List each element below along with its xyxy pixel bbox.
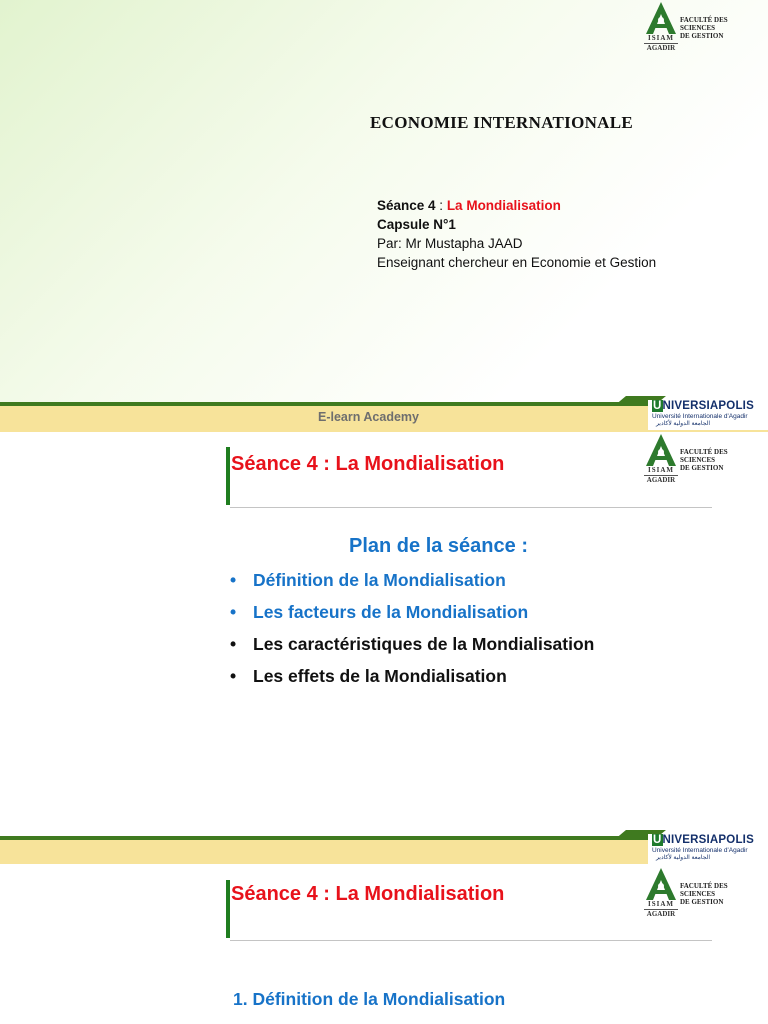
isiam-logo <box>644 2 764 54</box>
footer-academy-label: E-learn Academy <box>318 410 419 424</box>
title-slide <box>0 0 768 432</box>
session-line <box>377 196 657 215</box>
logo-faculty-line1: FACULTÉ DES SCIENCES <box>680 16 728 32</box>
isiam-logo <box>644 868 764 920</box>
section-accent-bar <box>226 880 230 938</box>
universiapolis-name <box>652 400 754 412</box>
universiapolis-subtitle: Université Internationale d'Agadir <box>652 847 748 854</box>
logo-faculty-text <box>680 448 764 472</box>
universiapolis-name-rest: NIVERSIAPOLIS <box>662 400 754 412</box>
plan-item-text: Les effets de la Mondialisation <box>253 666 507 686</box>
bullet-icon: • <box>230 634 237 654</box>
universiapolis-subtitle: Université Internationale d'Agadir <box>652 413 748 420</box>
section-accent-bar <box>226 447 230 505</box>
logo-faculty-text <box>680 882 764 906</box>
plan-item-text: Définition de la Mondialisation <box>253 570 506 590</box>
universiapolis-arabic: الجامعة الدولية لأكادير <box>656 855 711 861</box>
logo-isiam-text: ISIAM <box>647 900 674 908</box>
session-separator: : <box>435 198 447 213</box>
logo-faculty-line2: DE GESTION <box>680 464 724 472</box>
plan-title: Plan de la séance : <box>349 535 528 557</box>
plan-item <box>230 601 594 633</box>
author-name: Par: Mr Mustapha JAAD <box>377 236 523 251</box>
logo-faculty-line1: FACULTÉ DES SCIENCES <box>680 882 728 898</box>
universiapolis-logo <box>648 400 768 430</box>
logo-agadir-text: AGADIR <box>644 43 678 52</box>
plan-item-text: Les caractéristiques de la Mondialisation <box>253 634 595 654</box>
bullet-icon: • <box>230 602 237 622</box>
section-divider <box>230 940 712 941</box>
logo-faculty-line1: FACULTÉ DES SCIENCES <box>680 448 728 464</box>
session-topic: La Mondialisation <box>446 198 561 213</box>
universiapolis-u: U <box>653 834 662 846</box>
logo-faculty-line2: DE GESTION <box>680 898 724 906</box>
bullet-icon: • <box>230 666 237 686</box>
capsule-number: Capsule N°1 <box>377 217 456 232</box>
universiapolis-name <box>652 834 754 846</box>
section-title: Séance 4 : La Mondialisation <box>231 883 505 905</box>
author-role: Enseignant chercheur en Economie et Gestion <box>377 255 657 270</box>
section-title: Séance 4 : La Mondialisation <box>231 453 505 475</box>
logo-agadir-text: AGADIR <box>644 475 678 484</box>
plan-item <box>230 569 594 601</box>
plan-item-text: Les facteurs de la Mondialisation <box>253 602 529 622</box>
session-label: Séance 4 <box>377 198 436 213</box>
section-divider <box>230 507 712 508</box>
logo-agadir-text: AGADIR <box>644 909 678 918</box>
plan-list <box>230 569 594 697</box>
sub-heading: 1. Définition de la Mondialisation <box>233 989 506 1009</box>
logo-isiam-text: ISIAM <box>647 466 674 474</box>
plan-item <box>230 633 594 665</box>
bullet-icon: • <box>230 570 237 590</box>
logo-faculty-line2: DE GESTION <box>680 32 724 40</box>
universiapolis-name-rest: NIVERSIAPOLIS <box>662 834 754 846</box>
isiam-logo <box>644 434 764 486</box>
universiapolis-logo <box>648 834 768 864</box>
universiapolis-arabic: الجامعة الدولية لأكادير <box>656 421 711 427</box>
session-info <box>377 196 657 272</box>
plan-item <box>230 665 594 697</box>
course-title: ECONOMIE INTERNATIONALE <box>370 113 634 132</box>
logo-isiam-text: ISIAM <box>647 34 674 42</box>
universiapolis-u: U <box>653 400 662 412</box>
logo-faculty-text <box>680 16 764 40</box>
